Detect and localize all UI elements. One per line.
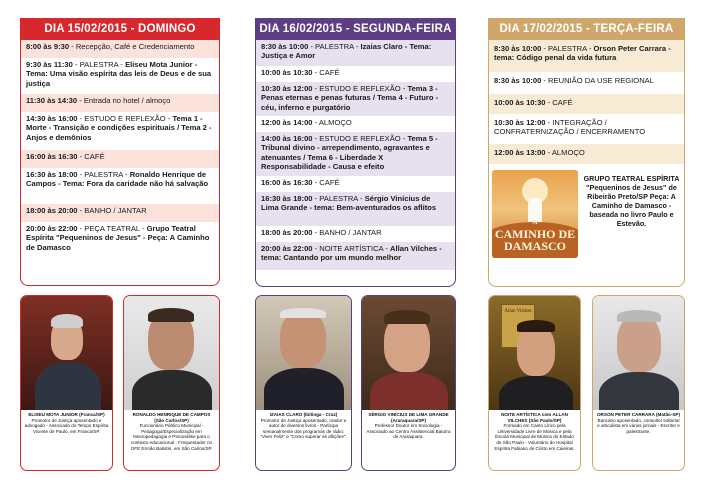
schedule-box <box>488 40 685 287</box>
schedule-item: 16:00 às 16:30 - CAFÉ <box>21 150 219 168</box>
schedule-box <box>20 40 220 286</box>
schedule-item: 16:30 às 18:00 - PALESTRA - Ronaldo Henrique de Campos - Tema: Fora da caridade não há salvação <box>26 170 209 189</box>
speaker-card: ELISEU MOTA JUNIOR (Franca/SP) Promotor de Justiça aposentado e advogado - Associado do Tempo Espírita Vicente de Paulo, em Franca/SP. <box>20 295 113 471</box>
schedule-item: 20:00 às 22:00 - PEÇA TEATRAL - Grupo Teatral Espírita "Pequeninos de Jesus" - Peça: A Caminho de Damasco <box>26 224 210 252</box>
speaker-card: RONALDO HENRIQUE DE CAMPOS (São Carlos/SP) Funcionário Público Municipal - Pedagogo/Especialização em Neuropedagogia e Psicanálise para o contexto educacional - Frequentador no GFE Ermão Batistin, em São Carlos/SP. <box>123 295 220 471</box>
schedule-item: 10:30 às 12:00 - INTEGRAÇÃO / CONFRATERNIZAÇÃO / ENCERRAMENTO <box>494 118 646 137</box>
speaker-card: ORSON PETER CARRARA (Matão-SP) Bancário aposentado, consultor editorial e articulista em vários jornais - Escritor e palestrante. <box>592 295 685 471</box>
speaker-photo <box>362 296 455 410</box>
day-column-1 <box>20 18 220 286</box>
speaker-photo <box>124 296 219 410</box>
schedule-box <box>255 40 456 287</box>
schedule-item: 9:30 às 11:30 - PALESTRA - Eliseu Mota Junior - Tema: Uma visão espírita das leis de Deus e de sua justiça <box>26 60 212 88</box>
speaker-card: SÉRGIO VINÍCIUS DE LIMA GRANDE (Araraquara/SP) Professor Doutor em Sociologia - Associado ao Centro Assistencial Batuíra de Araraquara. <box>361 295 456 471</box>
album-cover: Allan Vilches <box>501 304 535 348</box>
schedule-item: 10:00 às 10:30 - CAFÉ <box>489 94 684 114</box>
day-column-3 <box>488 18 685 287</box>
day-header: DIA 17/02/2015 - TERÇA-FEIRA <box>488 18 685 40</box>
schedule-item: 16:30 às 18:00 - PALESTRA - Sérgio Vinícius de Lima Grande - tema: Bem-aventurados os aflitos <box>256 192 455 226</box>
schedule-item: 10:00 às 10:30 - CAFÉ <box>261 68 340 77</box>
schedule-item: 10:30 às 12:00 - ESTUDO E REFLEXÃO - Tema 3 - Penas eternas e penas futuras / Tema 4 - Futuro - céu, inferno e purgatório <box>256 82 455 116</box>
speaker-photo <box>593 296 684 410</box>
day-column-2 <box>255 18 456 287</box>
schedule-item: 12:00 às 14:00 - ALMOÇO <box>261 118 352 127</box>
speaker-photo <box>489 296 580 410</box>
schedule-item: 16:00 às 16:30 - CAFÉ <box>261 178 340 187</box>
schedule-item: 20:00 às 22:00 - NOITE ARTÍSTICA - Allan Vilches - tema: Cantando por um mundo melhor <box>256 242 455 270</box>
schedule-item: 11:30 às 14:30 - Entrada no hotel / almoço <box>21 94 219 112</box>
schedule-item: 8:30 às 10:00 - PALESTRA - Izaias Claro - Tema: Justiça e Amor <box>256 40 455 66</box>
speaker-card: Allan Vilches NOITE ARTÍSTICA com ALLAN VILCHES (São Paulo/SP) Formado em Canto Lírico pela Universidade Livre de Música e pela Escola Municipal de Música do Estado de São Paulo - Voluntário do Hospital Espírita Fabiano de Cristo em Caieiras. <box>488 295 581 471</box>
day-header: DIA 15/02/2015 - DOMINGO <box>20 18 220 40</box>
day-header: DIA 16/02/2015 - SEGUNDA-FEIRA <box>255 18 456 40</box>
speaker-card: IZAIAS CLARO (Ibitinga - Cruz) Promotor de Justiça aposentado, orador e autor de diversos livros - Participa semanalmente dos programas de rádio: "Viver Feliz" e "Como superar as aflições". <box>255 295 352 471</box>
speaker-photo <box>256 296 351 410</box>
theatre-info: GRUPO TEATRAL ESPÍRITA "Pequeninos de Jesus" de Ribeirão Preto/SP Peça: A Caminho de Damasco - baseada no livro Paulo e Estevão. <box>583 174 680 228</box>
speaker-photo <box>21 296 112 410</box>
schedule-item: 18:00 às 20:00 - BANHO / JANTAR <box>261 228 382 237</box>
schedule-item: 14:00 às 16:00 - ESTUDO E REFLEXÃO - Tema 5 - Tribunal divino - arrependimento, agravantes e atenuantes / Tema 6 - Liberdade X Responsabilidade - Causa e efeito <box>256 132 455 176</box>
schedule-item: 8:30 às 10:00 - PALESTRA - Orson Peter Carrara - tema: Código penal da vida futura <box>489 40 684 72</box>
schedule-item: 8:30 às 10:00 - REUNIÃO DA USE REGIONAL <box>494 76 654 85</box>
theatre-section <box>489 164 684 258</box>
schedule-item: 12:00 às 13:00 - ALMOÇO <box>489 144 684 164</box>
poster-title: A CAMINHO DE DAMASCO <box>494 218 576 253</box>
schedule-item: 14:30 às 16:00 - ESTUDO E REFLEXÃO - Tema 1 - Morte - Transição e condições espirituais / Tema 2 - Anjos e demônios <box>26 114 212 142</box>
play-poster <box>492 170 578 258</box>
schedule-item: 18:00 às 20:00 - BANHO / JANTAR <box>21 204 219 222</box>
schedule-item: 8:00 às 9:30 - Recepção, Café e Credenciamento <box>21 40 219 58</box>
